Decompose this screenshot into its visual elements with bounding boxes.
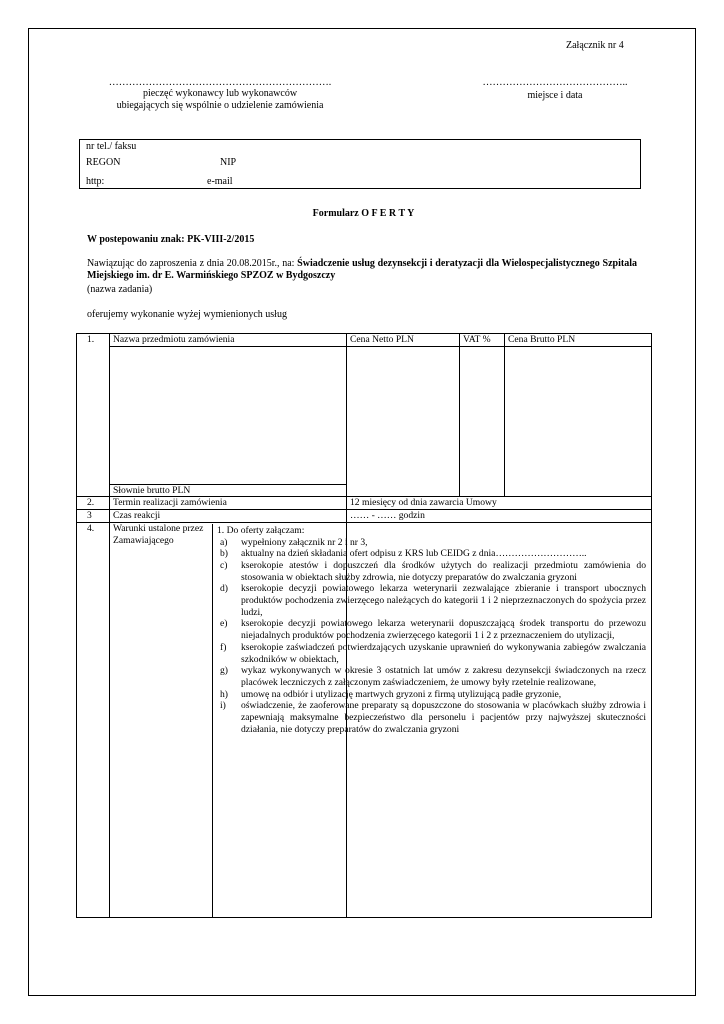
stamp-dotted-line: …………………………………………………………. (108, 77, 332, 88)
words-gross-label: Słownie brutto PLN (110, 484, 346, 497)
task-name-note: (nazwa zadania) (87, 284, 153, 295)
case-reference: W postepowaniu znak: PK-VIII-2/2015 (87, 234, 255, 245)
task-name: Świadczenie usług dezynsekcji i deratyzacji dla Wielospecjalistycznego Szpitala Miejskiego im. dr E. Warmińskiego SPZOZ w Bydgoszczy (87, 258, 637, 281)
list-item: g) wykaz wykonywanych w okresie 3 ostatnich lat umów z zakresu dezynsekcji świadczonych na rzecz placówek leczniczych z załączonym zaświadczeniem, że umowy były rzetelnie realizowane, (220, 665, 646, 688)
conditions-intro: 1. Do oferty załączam: (217, 525, 305, 536)
intro-text: Nawiązując do zaproszenia z dnia 20.08.2015r., na: (87, 258, 295, 269)
delivery-term-value: 12 miesięcy od dnia zawarcia Umowy (347, 497, 652, 510)
list-item: i) oświadczenie, że zaoferowane preparaty są dopuszczone do stosowania w placówkach służby zdrowia i zapewniają maksymalne bezpieczeństwo dla personelu i pacjentów przy najwyższej skuteczności działania, nie dotyczy preparatów do zwalczania gryzoni (220, 700, 646, 735)
regon-label: REGON (86, 157, 121, 168)
item-name-cell (110, 347, 347, 497)
col-gross-price-header: Cena Brutto PLN (505, 334, 652, 347)
table-price-entry-row (77, 347, 652, 497)
list-item: c) kserokopie atestów i dopuszczeń dla środków użytych do realizacji przedmiotu zamówienia do stosowania w obiektach służby zdrowia, nie dotyczy preparatów do zwalczania gryzoni (220, 559, 646, 583)
row4-number: 4. (77, 523, 110, 918)
list-item: a) wypełniony załącznik nr 2 i nr 3, (220, 536, 368, 548)
list-item: d) kserokopie decyzji powiatowego lekarza weterynarii zezwalające zbieranie i transport ubocznych produktów pochodzenia zwierzęcego należących do kategorii 1 i 2 nieprzeznaczonych do spożycia przez ludzi, (220, 583, 646, 618)
conditions-label: Warunki ustalone przez Zamawiającego (113, 523, 204, 546)
table-row-delivery-term (77, 497, 652, 510)
phone-fax-label: nr tel./ faksu (86, 141, 137, 152)
conditions-content (217, 525, 646, 735)
list-item: f) kserokopie zaświadczeń potwierdzających uzyskanie uprawnień do wykonywania zabiegów zwalczania szkodników w obiektach, (220, 641, 646, 665)
row2-number: 2. (77, 497, 110, 510)
intro-paragraph (87, 258, 637, 282)
gross-price-cell (505, 347, 652, 497)
net-price-cell (347, 347, 460, 497)
reaction-time-value: …… - …… godzin (347, 510, 652, 523)
list-item: e) kserokopie decyzji powiatowego lekarza weterynarii dopuszczającą środek transportu do przewozu niejadalnych produktów pochodzenia zwierzęcego kategorii 1 i 2 z przeznaczeniem do utylizacji, (220, 618, 646, 642)
stamp-label-line2: ubiegających się wspólnie o udzielenie zamówienia (116, 100, 324, 111)
http-label: http: (86, 176, 105, 187)
delivery-term-label: Termin realizacji zamówienia (110, 497, 347, 510)
col-item-name-header: Nazwa przedmiotu zamówienia (110, 334, 347, 347)
list-item: b) aktualny na dzień składania ofert odpisu z KRS lub CEIDG z dnia……………………….. (220, 548, 587, 560)
email-label: e-mail (207, 176, 233, 187)
conditions-list (217, 537, 646, 736)
reaction-time-label: Czas reakcji (110, 510, 347, 523)
row3-number: 3 (77, 510, 110, 523)
col-vat-header: VAT % (460, 334, 505, 347)
form-title: Formularz O F E R T Y (312, 208, 415, 219)
table-header-row (77, 334, 652, 347)
place-date-label: miejsce i data (527, 90, 583, 101)
offer-statement: oferujemy wykonanie wyżej wymienionych usług (87, 309, 287, 320)
conditions-inner-divider (212, 524, 213, 918)
attachment-label: Załącznik nr 4 (566, 40, 624, 51)
row1-number: 1. (77, 334, 110, 497)
place-date-dotted-line: …………………………………….. (482, 77, 628, 88)
vat-cell (460, 347, 505, 497)
col-net-price-header: Cena Netto PLN (347, 334, 460, 347)
contact-box (79, 139, 641, 189)
nip-label: NIP (220, 157, 237, 168)
table-row-reaction-time (77, 510, 652, 523)
stamp-label-line1: pieczęć wykonawcy lub wykonawców (142, 88, 298, 99)
list-item: h) umowę na odbiór i utylizację martwych gryzoni z firmą utylizującą padłe gryzonie, (220, 688, 562, 700)
